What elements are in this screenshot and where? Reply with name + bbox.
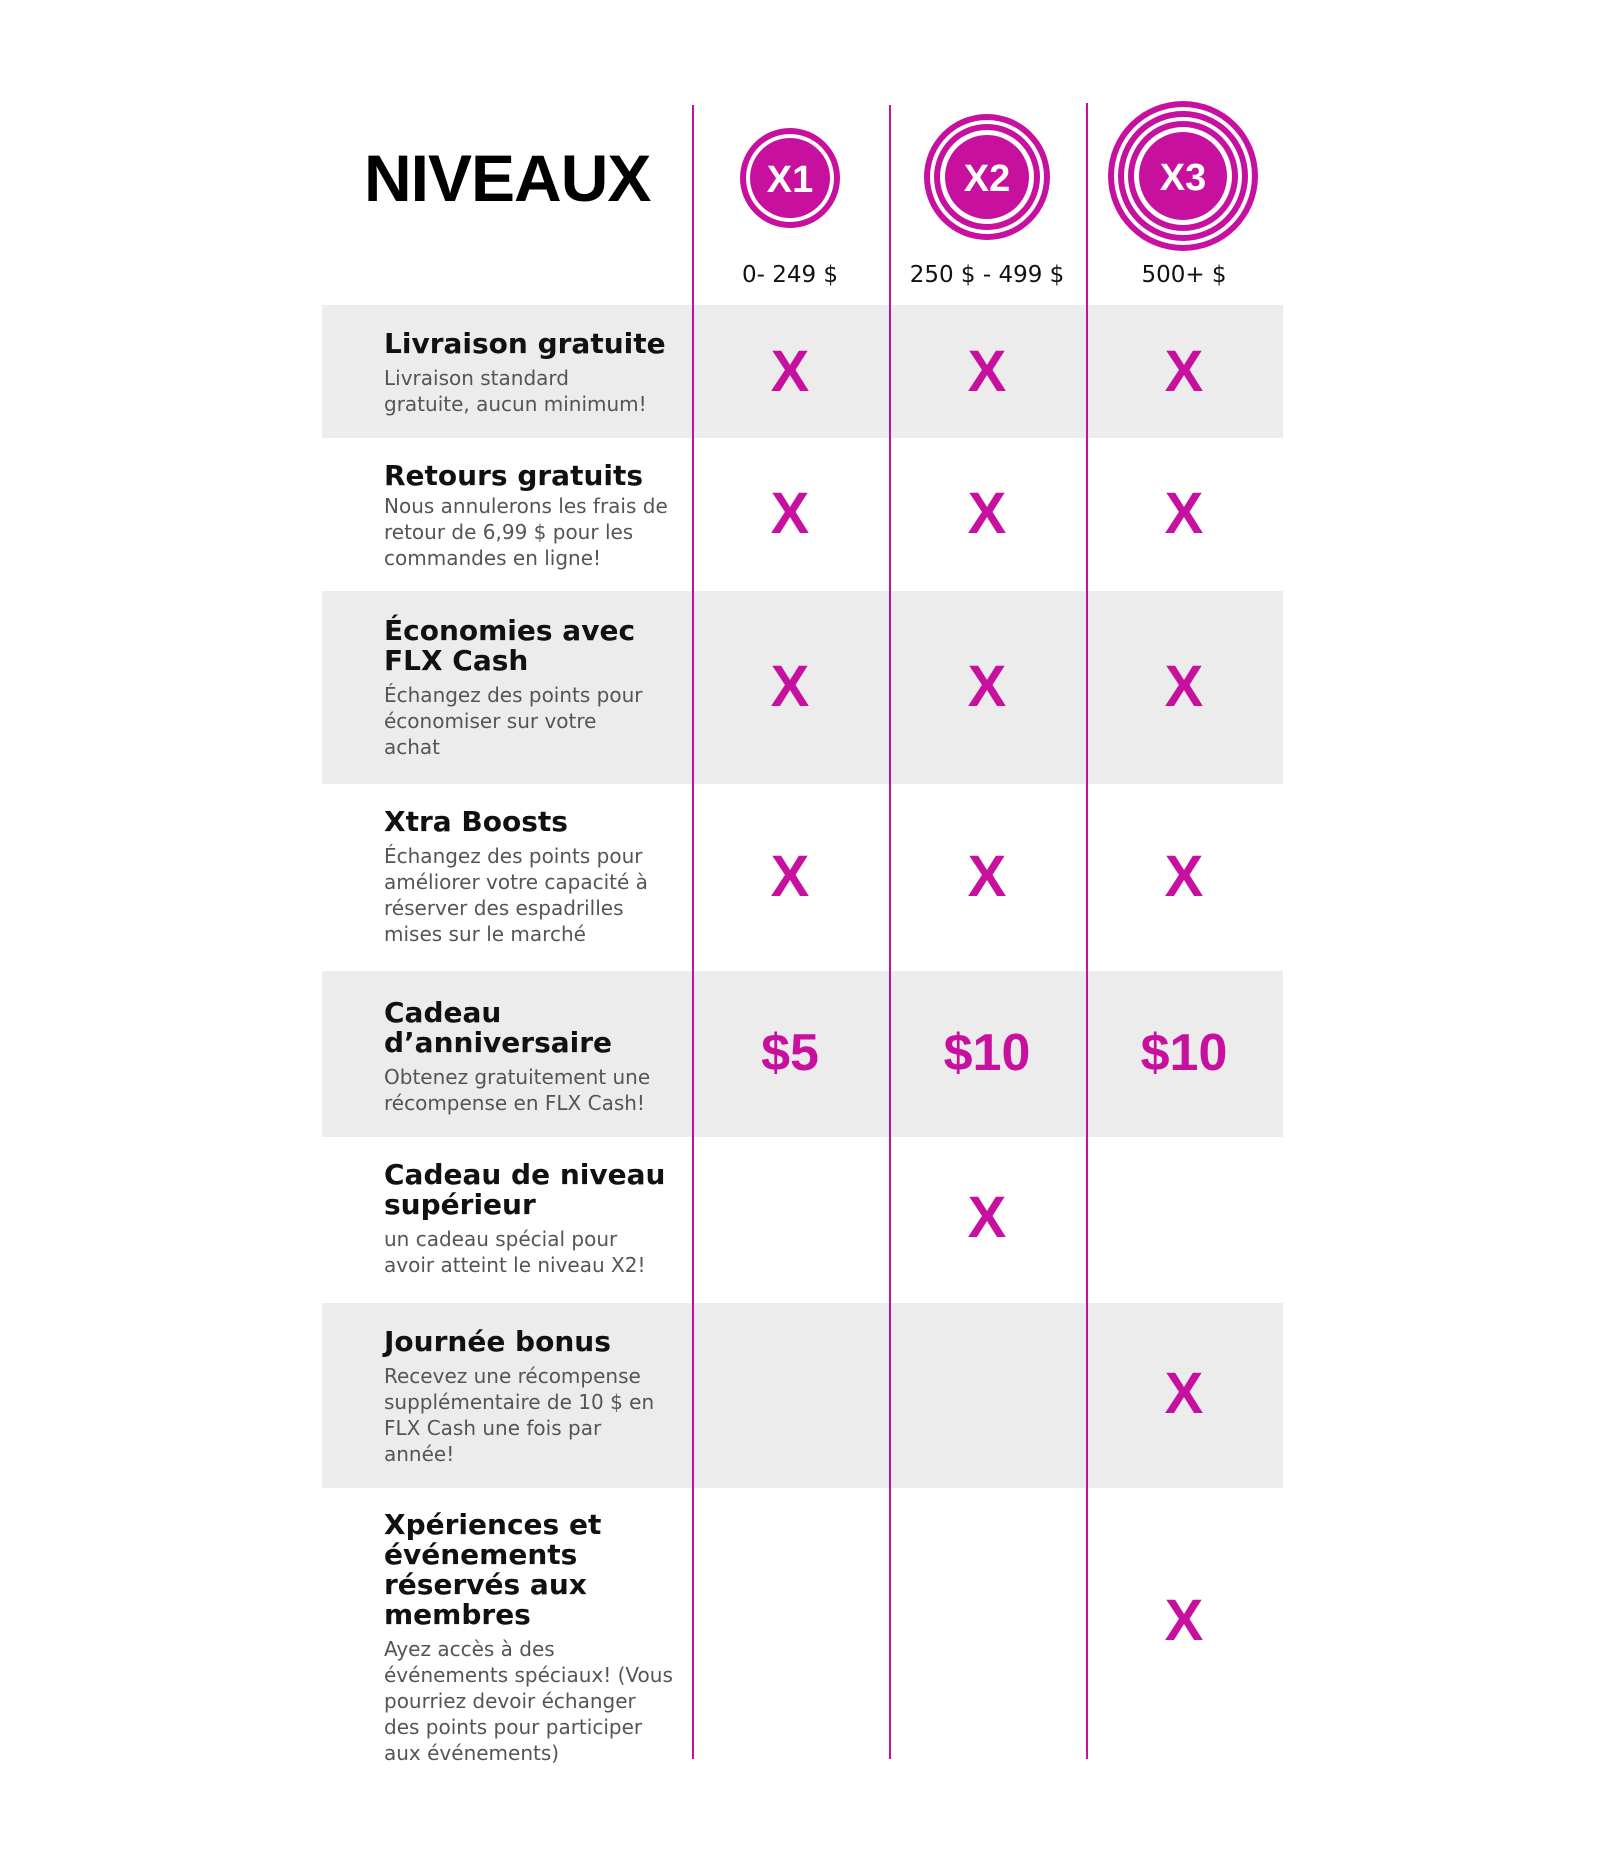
tier-check: X bbox=[967, 339, 1007, 404]
page-title: NIVEAUX bbox=[364, 141, 651, 215]
benefit-row bbox=[384, 329, 684, 417]
tier-check: X bbox=[1164, 339, 1204, 404]
tier-check: X bbox=[967, 481, 1007, 546]
tier-check: X bbox=[1164, 654, 1204, 719]
benefit-title: Journée bonus bbox=[384, 1325, 611, 1358]
benefit-row bbox=[384, 807, 684, 947]
benefit-title: Livraison gratuite bbox=[384, 327, 666, 360]
tier-check: X bbox=[1164, 481, 1204, 546]
tier-check: X bbox=[770, 339, 810, 404]
benefit-row bbox=[384, 1510, 684, 1766]
tier-reward: $5 bbox=[761, 1024, 819, 1082]
benefit-description: Livraison standard gratuite, aucun minimum! bbox=[384, 366, 647, 416]
benefit-row bbox=[384, 616, 684, 760]
tier-check: X bbox=[967, 844, 1007, 909]
benefit-description: Nous annulerons les frais de retour de 6,99 $ pour les commandes en ligne! bbox=[384, 494, 668, 570]
tier-label: X2 bbox=[963, 158, 1011, 200]
tier-reward: $10 bbox=[943, 1024, 1031, 1082]
tier-range: 250 $ - 499 $ bbox=[909, 262, 1065, 288]
benefit-description: Ayez accès à des événements spéciaux! (Vous pourriez devoir échanger des points pour participer aux événements) bbox=[384, 1637, 673, 1765]
benefit-description: Échangez des points pour améliorer votre capacité à réserver des espadrilles mises sur le marché bbox=[384, 844, 648, 946]
benefit-title: Cadeau de niveau supérieur bbox=[384, 1158, 666, 1221]
benefit-title: Cadeau d’anniversaire bbox=[384, 996, 613, 1059]
benefit-row bbox=[384, 461, 684, 571]
tier-check: X bbox=[770, 844, 810, 909]
tier-check: X bbox=[1164, 1361, 1204, 1426]
tier-check: X bbox=[967, 1185, 1007, 1250]
benefit-title: Retours gratuits bbox=[384, 459, 644, 492]
tier-check: X bbox=[770, 654, 810, 719]
tier-x2-badge bbox=[922, 112, 1052, 242]
tier-check: X bbox=[1164, 844, 1204, 909]
benefit-description: Échangez des points pour économiser sur votre achat bbox=[384, 683, 643, 759]
benefit-title: Xtra Boosts bbox=[384, 805, 568, 838]
tier-x3-badge bbox=[1107, 100, 1259, 252]
benefit-description: Recevez une récompense supplémentaire de 10 $ en FLX Cash une fois par année! bbox=[384, 1364, 655, 1466]
tier-label: X1 bbox=[766, 159, 814, 201]
benefit-description: un cadeau spécial pour avoir atteint le niveau X2! bbox=[384, 1227, 646, 1277]
tier-reward: $10 bbox=[1140, 1024, 1228, 1082]
benefit-title: Xpériences et événements réservés aux membres bbox=[384, 1508, 602, 1631]
benefit-row bbox=[384, 998, 684, 1116]
tier-label: X3 bbox=[1159, 157, 1207, 199]
benefit-description: Obtenez gratuitement une récompense en FLX Cash! bbox=[384, 1065, 651, 1115]
tier-check: X bbox=[770, 481, 810, 546]
tier-range: 0- 249 $ bbox=[741, 262, 839, 288]
benefit-title: Économies avec FLX Cash bbox=[384, 614, 636, 677]
benefit-row bbox=[384, 1160, 684, 1278]
tier-x1-badge bbox=[738, 126, 842, 230]
tier-range: 500+ $ bbox=[1141, 262, 1227, 288]
benefit-row bbox=[384, 1327, 684, 1467]
tier-check: X bbox=[1164, 1588, 1204, 1653]
tier-check: X bbox=[967, 654, 1007, 719]
